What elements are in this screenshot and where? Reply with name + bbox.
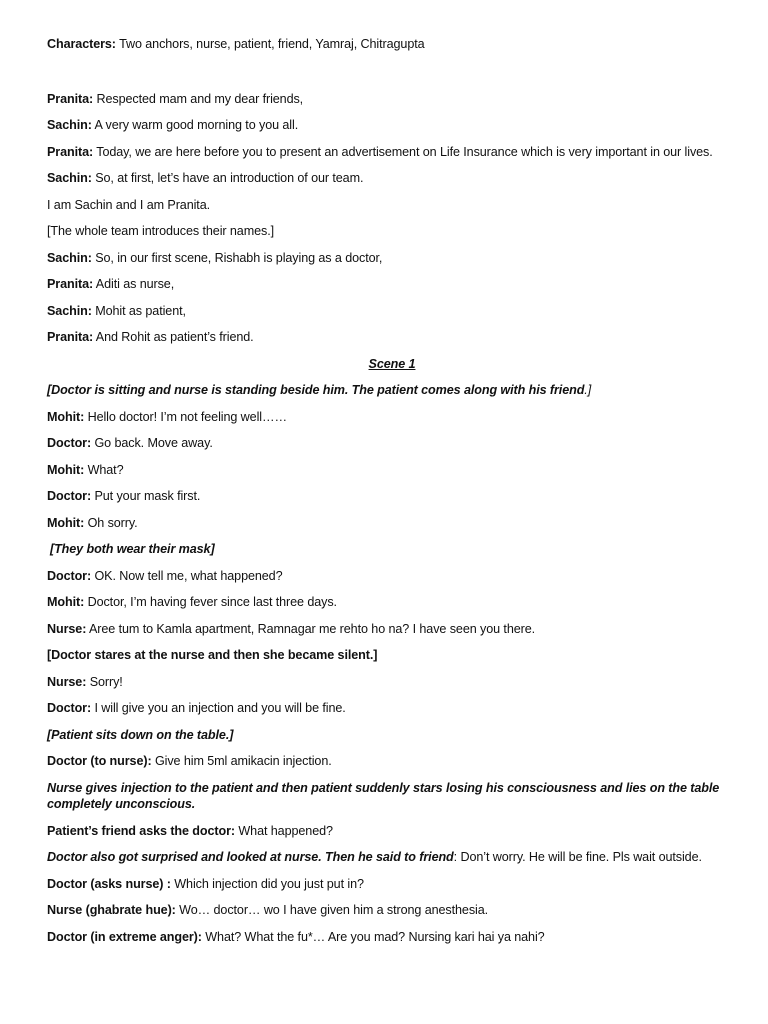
dialogue-line: [47, 674, 737, 691]
direction-text: [Patient sits down on the table.]: [47, 727, 234, 742]
dialogue-line: [47, 462, 737, 479]
characters-line: [47, 36, 737, 53]
dialogue-line: [47, 303, 737, 320]
dialogue-line: [47, 876, 737, 893]
dialogue-text: So, at first, let’s have an introduction of our team.: [91, 171, 364, 185]
direction-text: Nurse gives injection to the patient and then patient suddenly stars losing his consciousness and lies on the table completely unconscious.: [47, 780, 720, 811]
speaker: Pranita:: [47, 277, 94, 291]
speaker: Doctor:: [47, 489, 92, 503]
dialogue-text: What?: [84, 462, 124, 477]
dialogue-text: [The whole team introduces their names.]: [47, 224, 274, 238]
stage-direction: [47, 780, 737, 813]
direction-end: .]: [584, 383, 592, 397]
speaker: Pranita:: [47, 91, 94, 106]
dialogue-line: [47, 117, 737, 134]
dialogue-line: [47, 594, 737, 611]
direction-text: [Doctor is sitting and nurse is standing beside him. The patient comes along with his friend: [47, 383, 585, 397]
speaker: Nurse:: [47, 621, 87, 636]
characters-text: Two anchors, nurse, patient, friend, Yamraj, Chitragupta: [115, 37, 425, 51]
script-document: [47, 36, 737, 955]
dialogue-line: [47, 91, 737, 108]
dialogue-text: And Rohit as patient’s friend.: [93, 330, 254, 344]
dialogue-text: OK. Now tell me, what happened?: [91, 568, 283, 583]
dialogue-line: [47, 515, 737, 532]
dialogue-text: What? What the fu*… Are you mad? Nursing kari hai ya nahi?: [201, 929, 545, 944]
direction-text: [Doctor stares at the nurse and then she became silent.]: [47, 648, 378, 662]
dialogue-line: [47, 823, 737, 840]
dialogue-text: Aditi as nurse,: [93, 277, 175, 291]
stage-direction: [47, 541, 737, 558]
speaker: Doctor:: [47, 436, 92, 450]
dialogue-line: [47, 144, 737, 161]
dialogue-line: [47, 250, 737, 267]
dialogue-text: Mohit as patient,: [91, 303, 186, 318]
speaker: Mohit:: [47, 462, 85, 477]
dialogue-text: Doctor, I’m having fever since last three days.: [84, 595, 337, 609]
dialogue-text: Put your mask first.: [91, 489, 201, 503]
dialogue-line: [47, 197, 737, 214]
dialogue-text: A very warm good morning to you all.: [91, 118, 299, 132]
speaker: Sachin:: [47, 303, 92, 318]
speaker: Sachin:: [47, 171, 92, 185]
speaker: Pranita:: [47, 144, 94, 159]
dialogue-line: [47, 902, 737, 919]
speaker: Doctor:: [47, 568, 92, 583]
dialogue-text: Sorry!: [86, 674, 123, 689]
dialogue-text: Go back. Move away.: [91, 436, 213, 450]
speaker: Pranita:: [47, 330, 94, 344]
speaker: Doctor (asks nurse) :: [47, 876, 171, 891]
dialogue-text: : Don’t worry. He will be fine. Pls wait outside.: [453, 850, 702, 864]
dialogue-text: I will give you an injection and you will be fine.: [91, 701, 346, 715]
dialogue-line: [47, 409, 737, 426]
stage-direction: [47, 849, 737, 866]
dialogue-line: [47, 435, 737, 452]
dialogue-text: Oh sorry.: [84, 515, 138, 530]
speaker: Nurse:: [47, 674, 87, 689]
scene-title: Scene 1: [368, 356, 416, 371]
dialogue-line: [47, 929, 737, 946]
characters-label: Characters:: [47, 37, 116, 51]
speaker: Nurse (ghabrate hue):: [47, 903, 176, 917]
dialogue-text: Respected mam and my dear friends,: [93, 91, 304, 106]
dialogue-text: Wo… doctor… wo I have given him a strong anesthesia.: [175, 903, 489, 917]
speaker: Doctor:: [47, 701, 92, 715]
dialogue-text: What happened?: [234, 823, 333, 838]
speaker: Mohit:: [47, 595, 85, 609]
stage-direction: [47, 223, 737, 240]
dialogue-line: [47, 329, 737, 346]
dialogue-line: [47, 753, 737, 770]
speaker: Doctor (to nurse):: [47, 754, 152, 768]
speaker: Sachin:: [47, 250, 92, 265]
speaker: Mohit:: [47, 515, 85, 530]
dialogue-text: Give him 5ml amikacin injection.: [151, 754, 332, 768]
dialogue-line: [47, 568, 737, 585]
speaker: Patient’s friend asks the doctor:: [47, 823, 235, 838]
speaker: Sachin:: [47, 118, 92, 132]
dialogue-text: So, in our first scene, Rishabh is playing as a doctor,: [91, 250, 383, 265]
direction-text: [They both wear their mask]: [50, 542, 215, 556]
dialogue-text: I am Sachin and I am Pranita.: [47, 197, 211, 212]
dialogue-text: Aree tum to Kamla apartment, Ramnagar me rehto ho na? I have seen you there.: [86, 621, 536, 636]
stage-direction: [47, 647, 737, 664]
stage-direction: [47, 382, 737, 399]
stage-direction: [47, 727, 737, 744]
dialogue-text: Which injection did you just put in?: [170, 876, 364, 891]
dialogue-text: Today, we are here before you to present an advertisement on Life Insurance which is very important in our lives.: [93, 144, 713, 159]
dialogue-line: [47, 170, 737, 187]
dialogue-line: [47, 276, 737, 293]
dialogue-line: [47, 700, 737, 717]
dialogue-line: [47, 621, 737, 638]
direction-text: Doctor also got surprised and looked at nurse. Then he said to friend: [47, 850, 454, 864]
dialogue-line: [47, 488, 737, 505]
speaker: Doctor (in extreme anger):: [47, 929, 202, 944]
dialogue-text: Hello doctor! I’m not feeling well……: [84, 409, 287, 424]
speaker: Mohit:: [47, 409, 85, 424]
